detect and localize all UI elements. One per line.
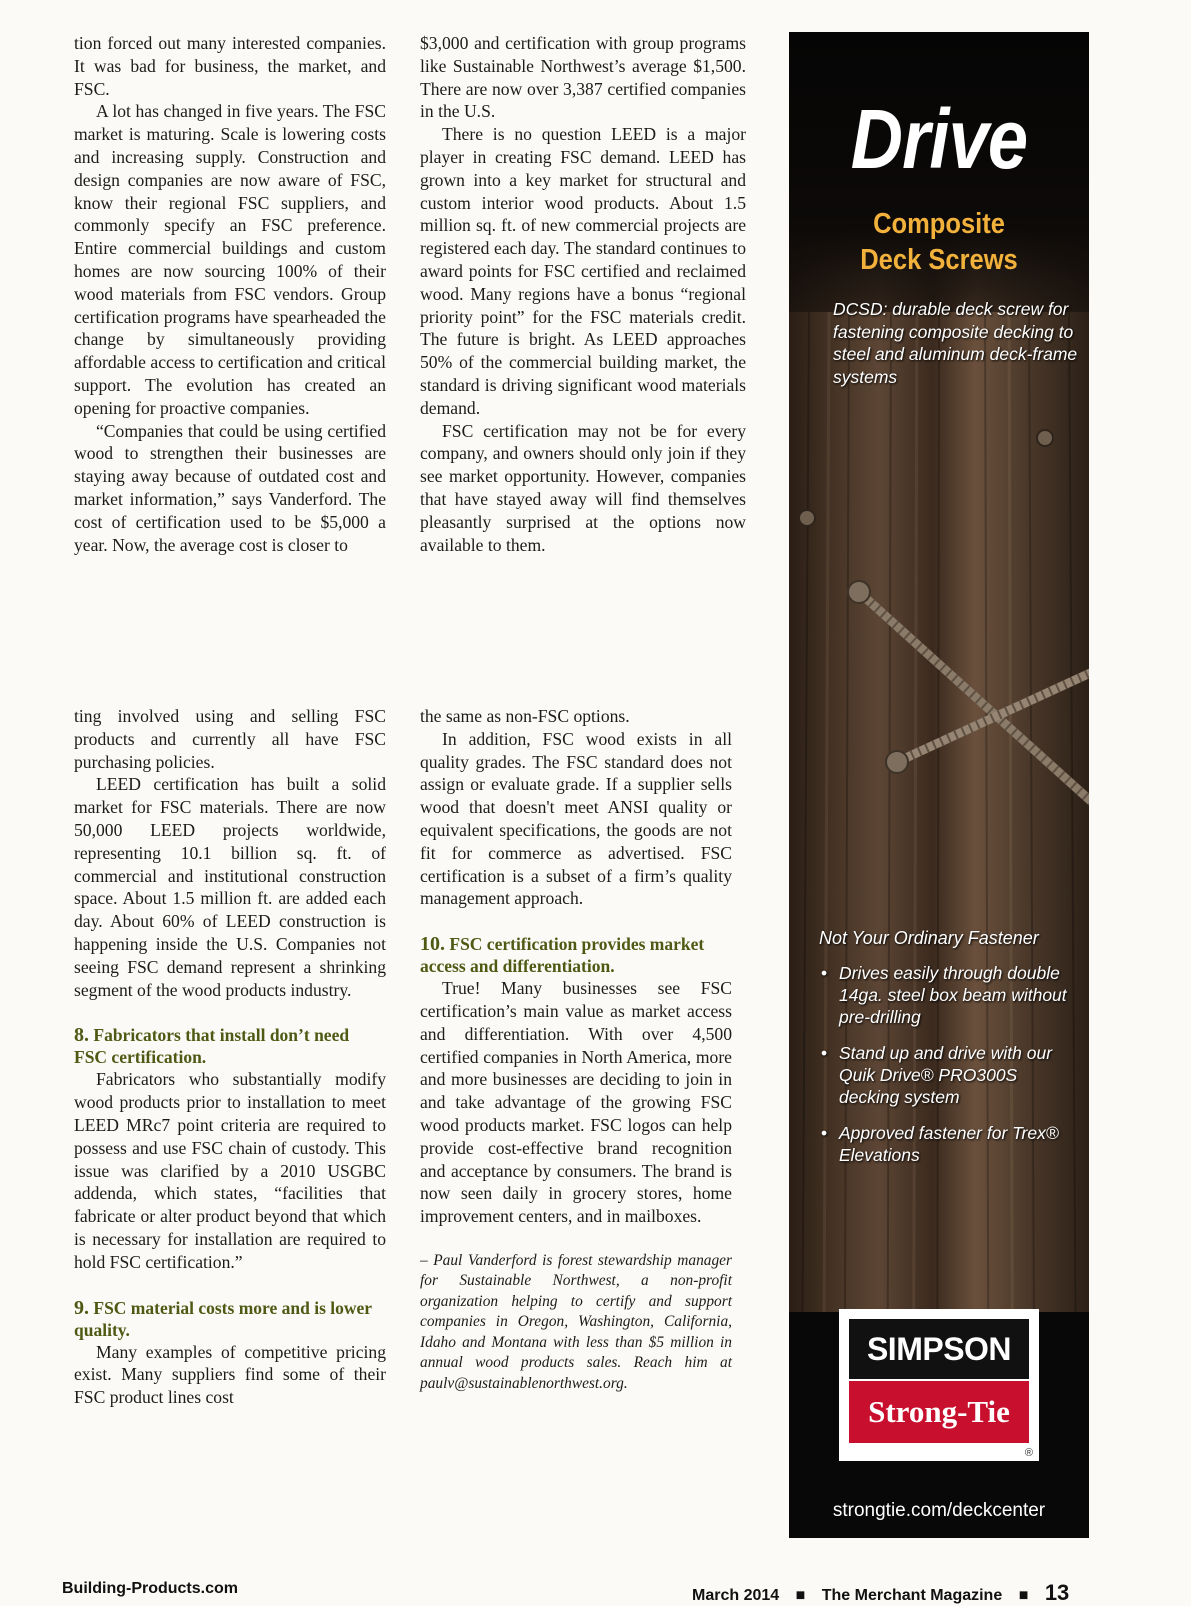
ad-subtitle — [807, 206, 1071, 278]
column-2-top — [420, 32, 746, 556]
paragraph: tion forced out many interested companies. It was bad for business, the market, and FSC. — [74, 33, 386, 99]
page-number: 13 — [1044, 1580, 1070, 1605]
column-1-top — [74, 32, 386, 556]
ad-feature-item: • Approved fastener for Trex® Elevations — [819, 1122, 1081, 1166]
footer-magazine: The Merchant Magazine — [821, 1587, 1003, 1604]
section-number: 8. — [74, 1024, 89, 1047]
registered-mark: ® — [1024, 1447, 1033, 1459]
section-title: Fabricators that install don’t need FSC certification. — [74, 1025, 350, 1068]
simpson-strongtie-logo[interactable] — [839, 1309, 1039, 1461]
paragraph: “Companies that could be using certified wood to strengthen their businesses are staying away because of outdated cost and market information,” says Vanderford. The cost of certification used to be $5,000 a year. Now, the average cost is closer to — [74, 420, 386, 555]
screw-head-1 — [848, 581, 870, 603]
ad-feature-list — [819, 962, 1081, 1180]
ad-title: Drive — [850, 92, 1028, 186]
paragraph: $3,000 and certification with group programs like Sustainable Northwest’s average $1,500. There are now over 3,387 certified companies in the U.S. — [420, 33, 746, 122]
screw-head-4 — [1037, 430, 1053, 446]
advertisement[interactable] — [789, 32, 1089, 1538]
ad-tagline: Not Your Ordinary Fastener — [819, 928, 1039, 948]
logo-bottom: Strong-Tie — [849, 1381, 1029, 1443]
paragraph: FSC certification may not be for every company, and owners should only join if they see market opportunity. However, companies that have stayed away will find themselves pleasantly surprised at the options now available to them. — [420, 420, 746, 555]
column-1-bottom — [74, 705, 386, 1409]
paragraph: LEED certification has built a solid market for FSC materials. There are now 50,000 LEED projects worldwide, representing 10.1 billion sq. ft. of commercial and institutional construction space. About 1.5 million ft. are added each day. About 60% of LEED construction is happening inside the U.S. Companies not seeing FSC demand represent a shrinking segment of the wood products industry. — [74, 774, 386, 1000]
paragraph: Fabricators who substantially modify wood products prior to installation to meet LEED MRc7 point criteria are required to possess and use FSC chain of custody. This issue was clarified by a 2010 USGBC addenda, which states, “facilities that fabricate or alter product beyond that which is necessary for installation are required to hold FSC certification.” — [74, 1069, 386, 1272]
column-2-bottom — [420, 705, 732, 1394]
paragraph: the same as non-FSC options. — [420, 706, 630, 726]
paragraph: True! Many businesses see FSC certification’s main value as market access and differentiation. With over 4,500 certified companies in North America, more and more businesses are deciding to join in and take advantage of the growing FSC wood products market. FSC logos can help provide cost-effective brand recognition and acceptance by consumers. The brand is now seen daily in grocery stores, home improvement centers, and in mailboxes. — [420, 978, 732, 1227]
paragraph: A lot has changed in five years. The FSC market is maturing. Scale is lowering costs and increasing supply. Construction and design companies are now aware of FSC, know their regional FSC suppliers, and commonly specify an FSC preference. Entire commercial buildings and custom homes are now sourcing 100% of their wood materials from FSC vendors. Group certification programs have spearheaded the change by simultaneously providing affordable access to certification and critical support. The evolution has created an opening for proactive companies. — [74, 101, 386, 418]
footer-date: March 2014 — [692, 1587, 780, 1604]
footer-separator: ■ — [795, 1587, 806, 1604]
section-heading-10 — [420, 933, 732, 977]
section-number: 10. — [420, 933, 445, 956]
paragraph: Many examples of competitive pricing exist. Many suppliers find some of their FSC product lines cost — [74, 1341, 386, 1408]
section-number: 9. — [74, 1296, 89, 1319]
ad-feature-item: • Stand up and drive with our Quik Drive® PRO300S decking system — [819, 1042, 1081, 1108]
section-title: FSC material costs more and is lower quality. — [74, 1297, 372, 1340]
section-title: FSC certification provides market access and differentiation. — [420, 934, 705, 977]
ad-subtitle-line: Composite — [873, 208, 1005, 240]
screw-head-2 — [886, 751, 908, 773]
section-heading-9 — [74, 1297, 386, 1341]
footer-site: Building-Products.com — [62, 1580, 238, 1597]
ad-url-link[interactable]: strongtie.com/deckcenter — [832, 1500, 1046, 1521]
ad-subtitle-line: Deck Screws — [860, 244, 1018, 276]
paragraph: There is no question LEED is a major player in creating FSC demand. LEED has grown into a key market for structural and custom interior wood products. About 1.5 million sq. ft. of new commercial projects are registered each day. The standard continues to award points for FSC certified and reclaimed wood. Many regions have a bonus “regional priority point” for the FSC materials credit. The future is bright. As LEED approaches 50% of the commercial building market, the standard is driving significant wood materials demand. — [420, 124, 746, 418]
footer-separator: ■ — [1018, 1587, 1029, 1604]
paragraph: ting involved using and selling FSC products and currently all have FSC purchasing policies. — [74, 706, 386, 772]
screw-head-3 — [799, 510, 815, 526]
screw-1-thread — [859, 592, 1089, 822]
paragraph: In addition, FSC wood exists in all quality grades. The FSC standard does not assign or evaluate grade. If a supplier sells wood that doesn't meet ANSI quality or equivalent specifications, the goods are not fit for commerce as advertised. FSC certification is a subset of a firm’s quality management approach. — [420, 728, 732, 909]
author-byline: – Paul Vanderford is forest stewardship manager for Sustainable Northwest, a non-profit organization helping to certify and support companies in Oregon, Washington, California, Idaho and Montana with less than $5 million in annual wood products sales. Reach him at paulv@sustainablenorthwest.org. — [420, 1251, 732, 1392]
ad-description: DCSD: durable deck screw for fastening composite decking to steel and aluminum deck-frame systems — [833, 299, 1078, 387]
ad-feature-item: • Drives easily through double 14ga. steel box beam without pre-drilling — [819, 962, 1081, 1028]
logo-top: SIMPSON — [849, 1319, 1029, 1379]
footer-issue — [692, 1580, 1069, 1606]
section-heading-8 — [74, 1024, 386, 1068]
